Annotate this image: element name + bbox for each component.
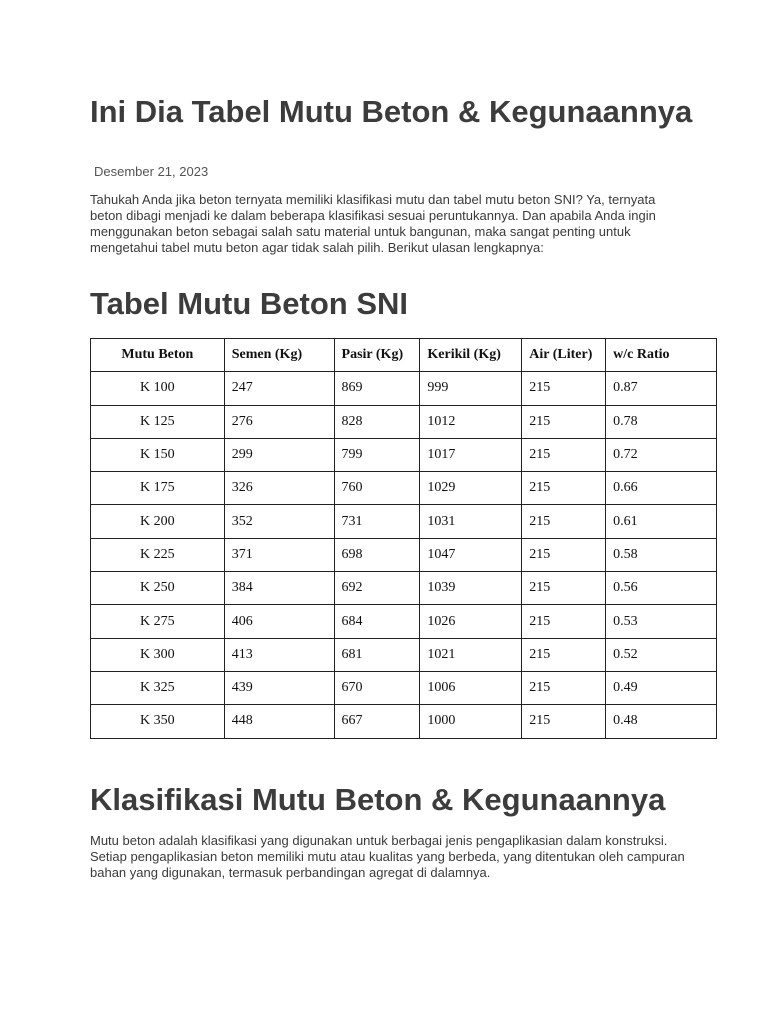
mutu-beton-table — [90, 338, 717, 739]
table-cell: 384 — [224, 572, 334, 605]
table-cell: 1021 — [420, 638, 522, 671]
table-cell: 0.48 — [606, 705, 717, 738]
table-cell: 448 — [224, 705, 334, 738]
table-cell: 215 — [522, 671, 606, 704]
table-row — [91, 505, 717, 538]
table-cell: 371 — [224, 538, 334, 571]
table-cell: K 100 — [91, 372, 225, 405]
table-cell: 326 — [224, 472, 334, 505]
table-cell: 1029 — [420, 472, 522, 505]
table-cell: 692 — [334, 572, 420, 605]
section-heading-klasifikasi: Klasifikasi Mutu Beton & Kegunaannya — [90, 782, 666, 817]
table-cell: 215 — [522, 372, 606, 405]
table-cell: 439 — [224, 671, 334, 704]
column-header: Mutu Beton — [91, 339, 225, 372]
table-cell: 1000 — [420, 705, 522, 738]
table-cell: 1012 — [420, 405, 522, 438]
table-cell: K 250 — [91, 572, 225, 605]
table-cell: K 350 — [91, 705, 225, 738]
table-cell: 0.58 — [606, 538, 717, 571]
intro-paragraph: Tahukah Anda jika beton ternyata memiliki klasifikasi mutu dan tabel mutu beton SNI? Ya, ternyata beton dibagi menjadi ke dalam beberapa klasifikasi sesuai peruntukannya. Dan apabila Anda ingin menggunakan beton sebagai salah satu material untuk bangunan, maka sangat penting untuk mengetahui tabel mutu beton agar tidak salah pilih. Berikut ulasan lengkapnya: — [90, 192, 656, 255]
table-cell: 684 — [334, 605, 420, 638]
table-cell: 413 — [224, 638, 334, 671]
table-cell: 215 — [522, 438, 606, 471]
table-cell: 731 — [334, 505, 420, 538]
table-row — [91, 572, 717, 605]
table-cell: 760 — [334, 472, 420, 505]
column-header: Air (Liter) — [522, 339, 606, 372]
table-cell: 0.53 — [606, 605, 717, 638]
table-cell: 0.61 — [606, 505, 717, 538]
table-cell: K 300 — [91, 638, 225, 671]
table-cell: 215 — [522, 572, 606, 605]
table-cell: 0.72 — [606, 438, 717, 471]
table-cell: 1026 — [420, 605, 522, 638]
table-row — [91, 405, 717, 438]
table-header-row — [91, 339, 717, 372]
column-header: w/c Ratio — [606, 339, 717, 372]
table-cell: 299 — [224, 438, 334, 471]
table-cell: K 125 — [91, 405, 225, 438]
table-row — [91, 638, 717, 671]
table-cell: 869 — [334, 372, 420, 405]
table-cell: 215 — [522, 505, 606, 538]
table-cell: 1039 — [420, 572, 522, 605]
table-cell: K 175 — [91, 472, 225, 505]
table-cell: K 275 — [91, 605, 225, 638]
table-cell: 0.56 — [606, 572, 717, 605]
table-row — [91, 705, 717, 738]
table-cell: 215 — [522, 472, 606, 505]
table-cell: 215 — [522, 405, 606, 438]
table-cell: K 225 — [91, 538, 225, 571]
table-cell: 215 — [522, 605, 606, 638]
post-date: Desember 21, 2023 — [94, 164, 209, 179]
table-cell: 670 — [334, 671, 420, 704]
table-cell: 215 — [522, 638, 606, 671]
table-cell: K 200 — [91, 505, 225, 538]
table-cell: 999 — [420, 372, 522, 405]
table-cell: 681 — [334, 638, 420, 671]
table-cell: K 325 — [91, 671, 225, 704]
table-cell: 0.87 — [606, 372, 717, 405]
column-header: Pasir (Kg) — [334, 339, 420, 372]
page-title: Ini Dia Tabel Mutu Beton & Kegunaannya — [90, 94, 693, 129]
table-cell: 667 — [334, 705, 420, 738]
table-cell: 215 — [522, 538, 606, 571]
table-cell: 0.49 — [606, 671, 717, 704]
table-cell: 406 — [224, 605, 334, 638]
table-row — [91, 671, 717, 704]
table-cell: 0.66 — [606, 472, 717, 505]
table-row — [91, 372, 717, 405]
table-row — [91, 538, 717, 571]
table-cell: 352 — [224, 505, 334, 538]
table-cell: 1017 — [420, 438, 522, 471]
table-cell: K 150 — [91, 438, 225, 471]
table-cell: 215 — [522, 705, 606, 738]
column-header: Semen (Kg) — [224, 339, 334, 372]
table-cell: 1047 — [420, 538, 522, 571]
table-cell: 0.78 — [606, 405, 717, 438]
table-row — [91, 605, 717, 638]
table-cell: 247 — [224, 372, 334, 405]
table-cell: 1006 — [420, 671, 522, 704]
table-row — [91, 438, 717, 471]
table-cell: 698 — [334, 538, 420, 571]
section-heading-tabel: Tabel Mutu Beton SNI — [90, 286, 409, 321]
table-cell: 276 — [224, 405, 334, 438]
table-row — [91, 472, 717, 505]
column-header: Kerikil (Kg) — [420, 339, 522, 372]
table-cell: 799 — [334, 438, 420, 471]
table-cell: 0.52 — [606, 638, 717, 671]
table-cell: 828 — [334, 405, 420, 438]
outro-paragraph: Mutu beton adalah klasifikasi yang digunakan untuk berbagai jenis pengaplikasian dalam konstruksi. Setiap pengaplikasian beton memiliki mutu atau kualitas yang berbeda, yang ditentukan oleh campuran bahan yang digunakan, termasuk perbandingan agregat di dalamnya. — [90, 833, 685, 880]
table-cell: 1031 — [420, 505, 522, 538]
